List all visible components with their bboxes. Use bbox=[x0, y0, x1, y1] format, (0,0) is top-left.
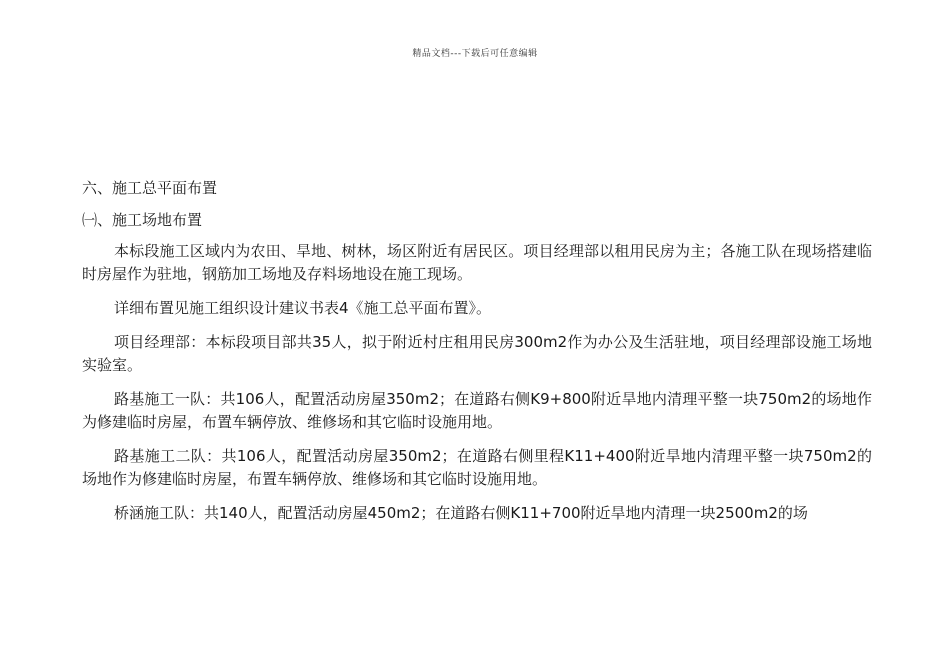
section-title: 六、施工总平面布置 bbox=[82, 179, 218, 197]
paragraph-roadbed-team-2: 路基施工二队：共106人，配置活动房屋350m2；在道路右侧里程K11+400附近旱地内清理平整一块750m2的场地作为修建临时房屋，布置车辆停放、维修场和其它临时设施用地。 bbox=[82, 447, 872, 488]
document-body bbox=[82, 176, 872, 536]
subsection-title: ㈠、施工场地布置 bbox=[82, 211, 203, 229]
paragraph-roadbed-team-1: 路基施工一队：共106人，配置活动房屋350m2；在道路右侧K9+800附近旱地内清理平整一块750m2的场地作为修建临时房屋，布置车辆停放、维修场和其它临时设施用地。 bbox=[82, 390, 872, 431]
paragraph-project-department: 项目经理部：本标段项目部共35人，拟于附近村庄租用民房300m2作为办公及生活驻地，项目经理部设施工场地实验室。 bbox=[82, 333, 872, 374]
paragraph-layout-reference: 详细布置见施工组织设计建议书表4《施工总平面布置》。 bbox=[114, 299, 492, 317]
paragraph-site-overview: 本标段施工区域内为农田、旱地、树林，场区附近有居民区。项目经理部以租用民房为主；各施工队在现场搭建临时房屋作为驻地，钢筋加工场地及存料场地设在施工现场。 bbox=[82, 242, 872, 283]
page-header-watermark: 精品文档---下载后可任意编辑 bbox=[412, 49, 538, 59]
paragraph-bridge-team: 桥涵施工队：共140人，配置活动房屋450m2；在道路右侧K11+700附近旱地内清理一块2500m2的场 bbox=[114, 504, 808, 522]
